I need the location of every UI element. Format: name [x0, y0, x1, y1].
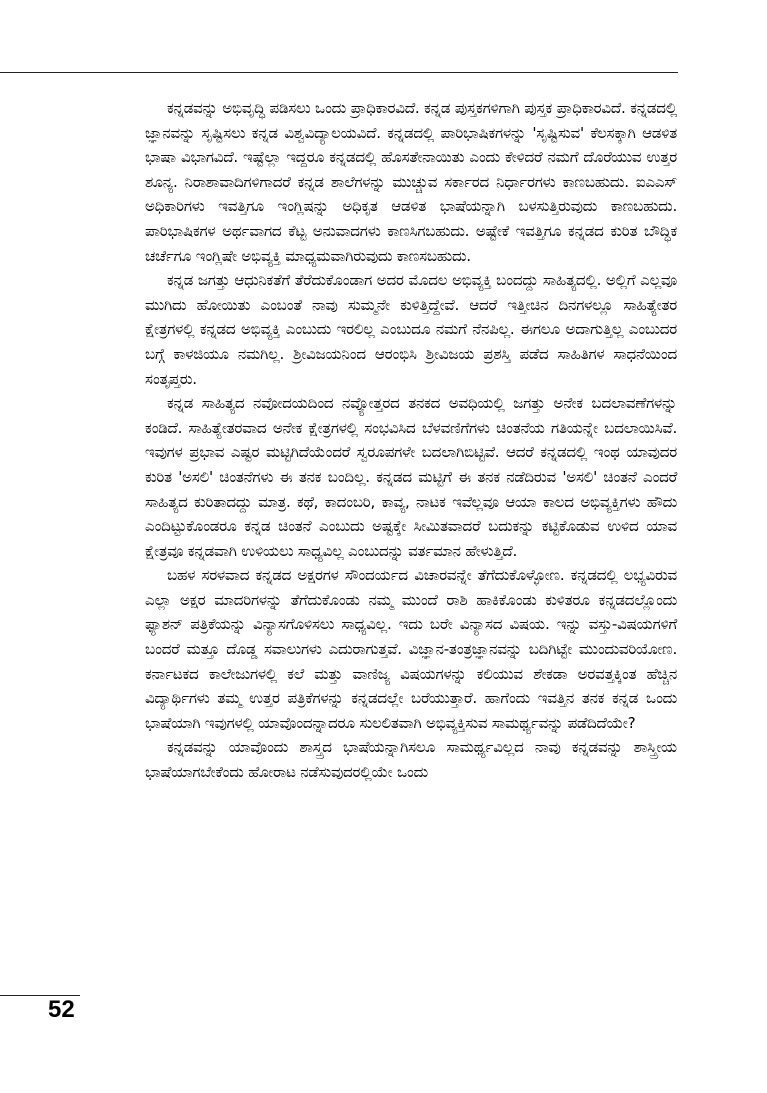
- paragraph-3: ಕನ್ನಡ ಸಾಹಿತ್ಯದ ನವೋದಯದಿಂದ ನವ್ಯೋತ್ತರದ ತನಕದ ಅವಧಿಯಲ್ಲಿ ಜಗತ್ತು ಅನೇಕ ಬದಲಾವಣೆಗಳನ್ನು ಕಂಡಿದೆ. ಸಾಹಿತ್ಯೇತರವಾದ ಅನೇಕ ಕ್ಷೇತ್ರಗಳಲ್ಲಿ ಸಂಭವಿಸಿದ ಬೆಳವಣಿಗೆಗಳು ಚಿಂತನೆಯ ಗತಿಯನ್ನೇ ಬದಲಾಯಿಸಿವೆ. ಇವುಗಳ ಪ್ರಭಾವ ಎಷ್ಟರ ಮಟ್ಟಿಗಿದೆಯೆಂದರೆ ಸ್ವರೂಪಗಳೇ ಬದಲಾಗಿಬಿಟ್ಟಿವೆ. ಆದರೆ ಕನ್ನಡದಲ್ಲಿ ಇಂಥ ಯಾವುದರ ಕುರಿತ 'ಅಸಲಿ' ಚಿಂತನೆಗಳು ಈ ತನಕ ಬಂದಿಲ್ಲ. ಕನ್ನಡದ ಮಟ್ಟಿಗೆ ಈ ತನಕ ನಡೆದಿರುವ 'ಅಸಲಿ' ಚಿಂತನೆ ಎಂದರೆ ಸಾಹಿತ್ಯದ ಕುರಿತಾದದ್ದು ಮಾತ್ರ. ಕಥೆ, ಕಾದಂಬರಿ, ಕಾವ್ಯ, ನಾಟಕ ಇವೆಲ್ಲವೂ ಆಯಾ ಕಾಲದ ಅಭಿವ್ಯಕ್ತಿಗಳು ಹೌದು ಎಂದಿಟ್ಟುಕೊಂಡರೂ ಕನ್ನಡ ಚಿಂತನೆ ಎಂಬುದು ಅಷ್ಟಕ್ಕೇ ಸೀಮಿತವಾದರೆ ಬದುಕನ್ನು ಕಟ್ಟಿಕೊಡುವ ಉಳಿದ ಯಾವ ಕ್ಷೇತ್ರವೂ ಕನ್ನಡವಾಗಿ ಉಳಿಯಲು ಸಾಧ್ಯವಿಲ್ಲ ಎಂಬುದನ್ನು ವರ್ತಮಾನ ಹೇಳುತ್ತಿದೆ.: [145, 394, 677, 560]
- page-number: 52: [48, 996, 75, 1023]
- paragraph-2: ಕನ್ನಡ ಜಗತ್ತು ಆಧುನಿಕತೆಗೆ ತೆರೆದುಕೊಂಡಾಗ ಅದರ ಮೊದಲ ಅಭಿವ್ಯಕ್ತಿ ಬಂದದ್ದು ಸಾಹಿತ್ಯದಲ್ಲಿ. ಅಲ್ಲಿಗೆ ಎಲ್ಲವೂ ಮುಗಿದು ಹೋಯಿತು ಎಂಬಂತೆ ನಾವು ಸುಮ್ಮನೇ ಕುಳಿತ್ತಿದ್ದೇವೆ. ಆದರೆ ಇತ್ತೀಚಿನ ದಿನಗಳಲ್ಲೂ ಸಾಹಿತ್ಯೇತರ ಕ್ಷೇತ್ರಗಳಲ್ಲಿ ಕನ್ನಡದ ಅಭಿವ್ಯಕ್ತಿ ಎಂಬುದು ಇರಲಿಲ್ಲ ಎಂಬುದೂ ನಮಗೆ ನೆನಪಿಲ್ಲ. ಈಗಲೂ ಅದಾಗುತ್ತಿಲ್ಲ ಎಂಬುದರ ಬಗ್ಗೆ ಕಾಳಜಿಯೂ ನಮಗಿಲ್ಲ. ಶ್ರೀವಿಜಯನಿಂದ ಆರಂಭಿಸಿ ಶ್ರೀವಿಜಯ ಪ್ರಶಸ್ತಿ ಪಡೆದ ಸಾಹಿತಿಗಳ ಸಾಧನೆಯಿಂದ ಸಂತೃಪ್ತರು.: [145, 271, 677, 388]
- body-text: [145, 96, 677, 785]
- paragraph-1: ಕನ್ನಡವನ್ನು ಅಭಿವೃದ್ಧಿ ಪಡಿಸಲು ಒಂದು ಪ್ರಾಧಿಕಾರವಿದೆ. ಕನ್ನಡ ಪುಸ್ತಕಗಳಿಗಾಗಿ ಪುಸ್ತಕ ಪ್ರಾಧಿಕಾರವಿದೆ. ಕನ್ನಡದಲ್ಲಿ ಜ್ಞಾನವನ್ನು ಸೃಷ್ಟಿಸಲು ಕನ್ನಡ ವಿಶ್ವವಿದ್ಯಾಲಯವಿದೆ. ಕನ್ನಡದಲ್ಲಿ ಪಾರಿಭಾಷಿಕಗಳನ್ನು 'ಸೃಷ್ಟಿಸುವ' ಕೆಲಸಕ್ಕಾಗಿ ಆಡಳಿತ ಭಾಷಾ ವಿಭಾಗವಿದೆ. ಇಷ್ಟೆಲ್ಲಾ ಇದ್ದರೂ ಕನ್ನಡದಲ್ಲಿ ಹೊಸತೇನಾಯಿತು ಎಂದು ಕೇಳಿದರೆ ನಮಗೆ ದೊರೆಯುವ ಉತ್ತರ ಶೂನ್ಯ. ನಿರಾಶಾವಾದಿಗಳಿಗಾದರೆ ಕನ್ನಡ ಶಾಲೆಗಳನ್ನು ಮುಚ್ಚುವ ಸರ್ಕಾರದ ನಿರ್ಧಾರಗಳು ಕಾಣಬಹುದು. ಐಎಎಸ್ ಅಧಿಕಾರಿಗಳು ಇವತ್ತಿಗೂ ಇಂಗ್ಲಿಷನ್ನು ಅಧಿಕೃತ ಆಡಳಿತ ಭಾಷೆಯನ್ನಾಗಿ ಬಳಸುತ್ತಿರುವುದು ಕಾಣಬಹುದು. ಪಾರಿಭಾಷಿಕಗಳ ಅರ್ಥವಾಗದ ಕೆಟ್ಟ ಅನುವಾದಗಳು ಕಾಣಸಿಗಬಹುದು. ಅಷ್ಟೇಕೆ ಇವತ್ತಿಗೂ ಕನ್ನಡದ ಕುರಿತ ಬೌದ್ಧಿಕ ಚರ್ಚೆಗೂ ಇಂಗ್ಲಿಷೇ ಅಭಿವ್ಯಕ್ತಿ ಮಾಧ್ಯಮವಾಗಿರುವುದು ಕಾಣಸಬಹುದು.: [145, 99, 677, 265]
- paragraph-4: ಬಹಳ ಸರಳವಾದ ಕನ್ನಡದ ಅಕ್ಷರಗಳ ಸೌಂದರ್ಯದ ವಿಚಾರವನ್ನೇ ತೆಗೆದುಕೊಳ್ಳೋಣ. ಕನ್ನಡದಲ್ಲಿ ಲಭ್ಯವಿರುವ ಎಲ್ಲಾ ಅಕ್ಷರ ಮಾದರಿಗಳನ್ನು ತೆಗೆದುಕೊಂಡು ನಮ್ಮ ಮುಂದೆ ರಾಶಿ ಹಾಕಿಕೊಂಡು ಕುಳಿತರೂ ಕನ್ನಡದಲ್ಲೊಂದು ಫ್ಯಾಶನ್ ಪತ್ರಿಕೆಯನ್ನು ವಿನ್ಯಾಸಗೊಳಿಸಲು ಸಾಧ್ಯವಿಲ್ಲ. ಇದು ಬರೇ ವಿನ್ಯಾಸದ ವಿಷಯ. ಇನ್ನು ವಸ್ತು-ವಿಷಯಗಳಿಗೆ ಬಂದರೆ ಮತ್ತೂ ದೊಡ್ಡ ಸವಾಲುಗಳು ಎದುರಾಗುತ್ತವೆ. ವಿಜ್ಞಾನ-ತಂತ್ರಜ್ಞಾನವನ್ನು ಬದಿಗಿಟ್ಟೇ ಮುಂದುವರಿಯೋಣ. ಕರ್ನಾಟಕದ ಕಾಲೇಜುಗಳಲ್ಲಿ ಕಲೆ ಮತ್ತು ವಾಣಿಜ್ಯ ವಿಷಯಗಳನ್ನು ಕಲಿಯುವ ಶೇಕಡಾ ಅರವತ್ತಕ್ಕಿಂತ ಹೆಚ್ಚಿನ ವಿದ್ಯಾರ್ಥಿಗಳು ತಮ್ಮ ಉತ್ತರ ಪತ್ರಿಕೆಗಳನ್ನು ಕನ್ನಡದಲ್ಲೇ ಬರೆಯುತ್ತಾರೆ. ಹಾಗೆಂದು ಇವತ್ತಿನ ತನಕ ಕನ್ನಡ ಒಂದು ಭಾಷೆಯಾಗಿ ಇವುಗಳಲ್ಲಿ ಯಾವೊಂದನ್ನಾದರೂ ಸುಲಲಿತವಾಗಿ ಅಭಿವ್ಯಕ್ತಿಸುವ ಸಾಮರ್ಥ್ಯವನ್ನು ಪಡೆದಿದೆಯೇ?: [145, 566, 677, 732]
- header-rule: [0, 72, 678, 73]
- paragraph-5: ಕನ್ನಡವನ್ನು ಯಾವೊಂದು ಶಾಸ್ತ್ರದ ಭಾಷೆಯನ್ನಾಗಿಸಲೂ ಸಾಮರ್ಥ್ಯವಿಲ್ಲದ ನಾವು ಕನ್ನಡವನ್ನು ಶಾಸ್ತ್ರೀಯ ಭಾಷೆಯಾಗಬೇಕೆಂದು ಹೋರಾಟ ನಡೆಸುವುದರಲ್ಲಿಯೇ ಒಂದು: [145, 738, 677, 782]
